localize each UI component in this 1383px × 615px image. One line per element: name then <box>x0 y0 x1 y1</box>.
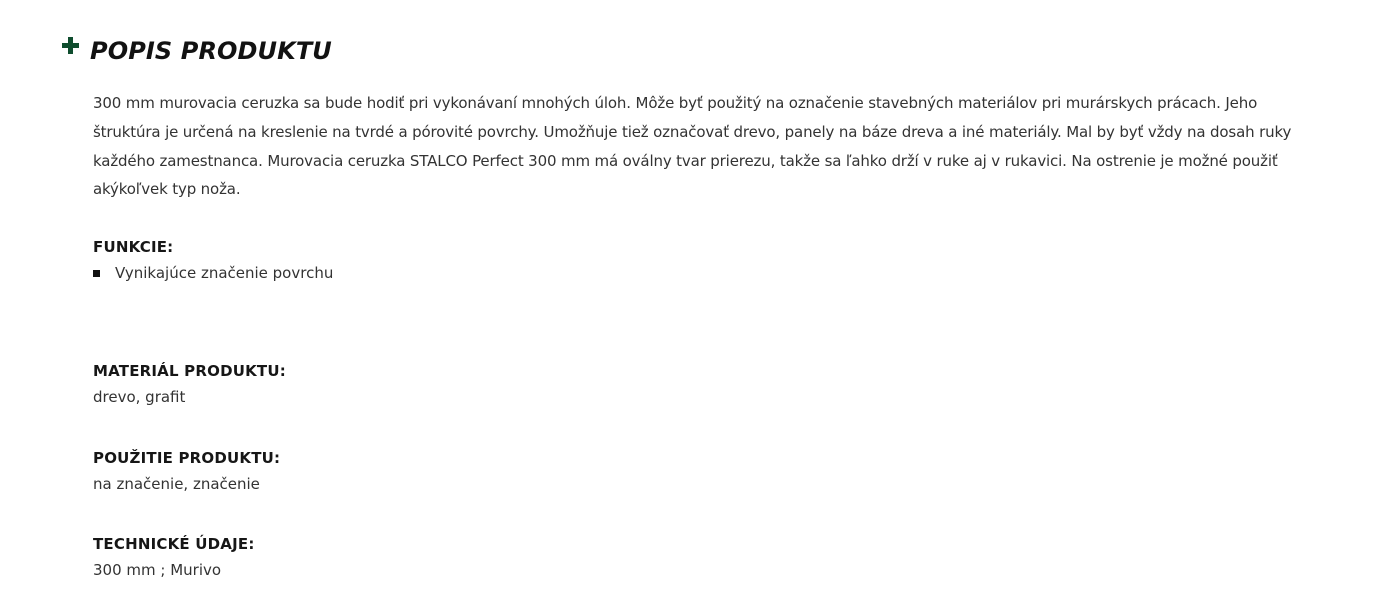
list-item-label: Vynikajúce značenie povrchu <box>115 264 334 282</box>
functions-heading: FUNKCIE: <box>93 238 174 256</box>
square-bullet-icon <box>93 270 100 277</box>
list-item <box>93 258 333 288</box>
plus-icon[interactable] <box>62 37 79 54</box>
section-title: POPIS PRODUKTU <box>90 37 332 65</box>
usage-value: na značenie, značenie <box>93 475 260 493</box>
material-value: drevo, grafit <box>93 388 186 406</box>
product-description: 300 mm murovacia ceruzka sa bude hodiť pri vykonávaní mnohých úloh. Môže byť použitý na označenie stavebných materiálov pri murárskych prácach. Jeho štruktúra je určená na kreslenie na tvrdé a pórovité povrchy. Umožňuje tiež označovať drevo, panely na báze dreva a iné materiály. Mal by byť vždy na dosah ruky každého zamestnanca. Murovacia ceruzka STALCO Perfect 300 mm má oválny tvar prierezu, takže sa ľahko drží v ruke aj v rukavici. Na ostrenie je možné použiť akýkoľvek typ noža. <box>93 94 1292 199</box>
technical-heading: TECHNICKÉ ÚDAJE: <box>93 535 255 553</box>
material-heading: MATERIÁL PRODUKTU: <box>93 362 286 380</box>
functions-list <box>93 258 333 288</box>
usage-block <box>93 447 280 499</box>
functions-block <box>93 236 333 288</box>
material-block <box>93 360 286 412</box>
technical-value: 300 mm ; Murivo <box>93 561 222 579</box>
technical-block <box>93 533 255 585</box>
usage-heading: POUŽITIE PRODUKTU: <box>93 449 281 467</box>
section-header[interactable] <box>62 32 332 70</box>
